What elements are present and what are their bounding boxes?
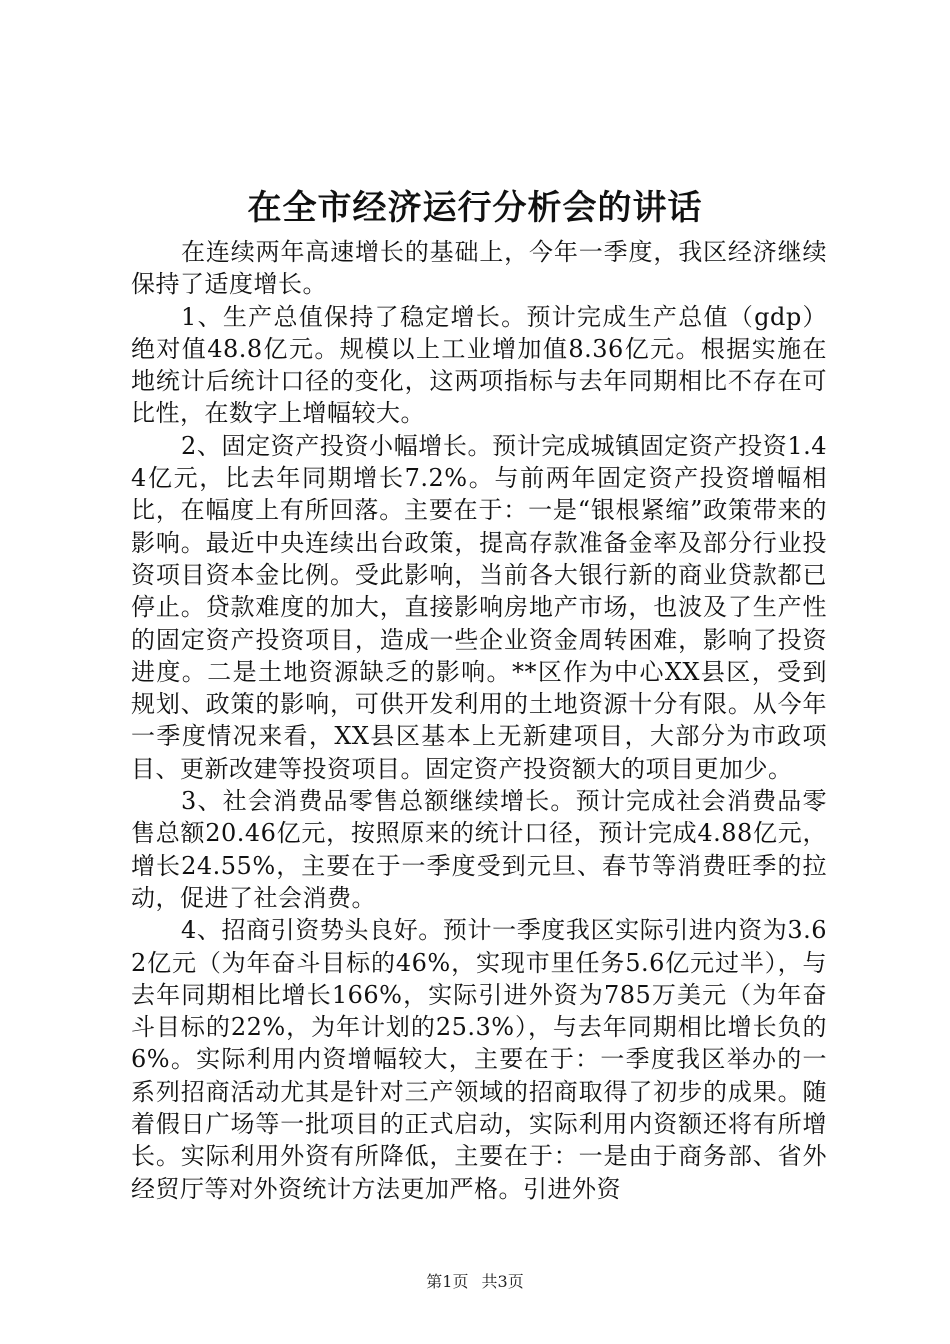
document-title: 在全市经济运行分析会的讲话 [247,188,703,228]
paragraph-investment-attraction: 4、招商引资势头良好。预计一季度我区实际引进内资为3.62亿元（为年奋斗目标的46%，实现市里任务5.6亿元过半），与去年同期相比增长166%，实际引进外资为785万美元（为年奋斗目标的22%，为年计划的25.3%），与去年同期相比增长负的6%。实际利用内资增幅较大，主要在于：一季度我区举办的一系列招商活动尤其是针对三产领域的招商取得了初步的成果。随着假日广场等一批项目的正式启动，实际利用内资额还将有所增长。实际利用外资有所降低，主要在于：一是由于商务部、省外经贸厅等对外资统计方法更加严格。引进外资 [131,916,827,1203]
paragraph-gdp: 1、生产总值保持了稳定增长。预计完成生产总值（gdp）绝对值48.8亿元。规模以上工业增加值8.36亿元。根据实施在地统计后统计口径的变化，这两项指标与去年同期相比不存在可比性，在数字上增幅较大。 [131,302,827,428]
page-footer [0,1272,950,1292]
paragraph-retail-sales: 3、社会消费品零售总额继续增长。预计完成社会消费品零售总额20.46亿元，按照原来的统计口径，预计完成4.88亿元，增长24.55%，主要在于一季度受到元旦、春节等消费旺季的拉动，促进了社会消费。 [131,787,827,912]
paragraph-fixed-asset-investment: 2、固定资产投资小幅增长。预计完成城镇固定资产投资1.44亿元，比去年同期增长7.2%。与前两年固定资产投资增幅相比，在幅度上有所回落。主要在于：一是“银根紧缩”政策带来的影响。最近中央连续出台政策，提高存款准备金率及部分行业投资项目资本金比例。受此影响，当前各大银行新的商业贷款都已停止。贷款难度的加大，直接影响房地产市场，也波及了生产性的固定资产投资项目，造成一些企业资金周转困难，影响了投资进度。二是土地资源缺乏的影响。**区作为中心XX县区，受到规划、政策的影响，可供开发利用的土地资源十分有限。从今年一季度情况来看，XX县区基本上无新建项目，大部分为市政项目、更新改建等投资项目。固定资产投资额大的项目更加少。 [131,431,827,783]
document-body [131,236,827,1205]
paragraph-intro: 在连续两年高速增长的基础上，今年一季度，我区经济继续保持了适度增长。 [131,238,827,299]
page-number: 第1页 [426,1272,469,1291]
page-total: 共3页 [481,1272,524,1291]
